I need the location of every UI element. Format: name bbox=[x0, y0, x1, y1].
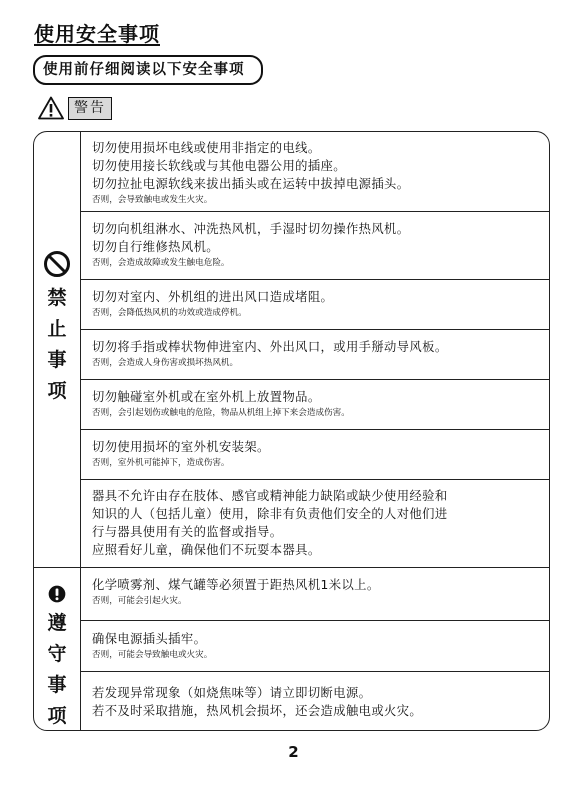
warning-header bbox=[38, 95, 112, 121]
prohibited-icon bbox=[43, 250, 71, 278]
list-item: 若发现异常现象（如烧焦味等）请立即切断电源。 若不及时采取措施，热风机会损坏，还会造成触电或火灾。 bbox=[92, 686, 423, 718]
mandatory-section-label bbox=[34, 568, 81, 731]
prohibited-label-char: 项 bbox=[47, 380, 67, 402]
subtitle-banner: 使用前仔细阅读以下安全事项 bbox=[33, 55, 263, 85]
mandatory-label-char: 事 bbox=[47, 674, 67, 696]
mandatory-label-char: 守 bbox=[47, 643, 67, 665]
prohibited-section-label bbox=[34, 132, 81, 568]
prohibited-label-char: 禁 bbox=[47, 287, 67, 309]
page-number: 2 bbox=[288, 743, 299, 761]
page-title: 使用安全事项 bbox=[34, 22, 160, 46]
list-item: 化学喷雾剂、煤气罐等必须置于距热风机1米以上。 否则，可能会引起火灾。 bbox=[81, 568, 549, 621]
list-item: 切勿将手指或棒状物伸进室内、外出风口，或用手掰动导风板。 否则，会造成人身伤害或损坏热风机。 bbox=[81, 330, 549, 380]
list-item: 确保电源插头插牢。 否则，可能会导致触电或火灾。 bbox=[81, 621, 549, 672]
safety-panel bbox=[33, 131, 550, 731]
prohibited-label-char: 事 bbox=[47, 349, 67, 371]
list-item: 器具不允许由存在肢体、感官或精神能力缺陷或缺少使用经验和 知识的人（包括儿童）使用，除非有负责他们安全的人对他们进 行与器具使用有关的监督或指导。 应照看好儿童，确保他们不玩耍本器具。 bbox=[81, 480, 549, 568]
exclamation-icon bbox=[43, 585, 71, 603]
mandatory-label-char: 项 bbox=[47, 705, 67, 727]
mandatory-label-char: 遵 bbox=[47, 612, 67, 634]
prohibited-label-char: 止 bbox=[47, 318, 67, 340]
list-item: 切勿对室内、外机组的进出风口造成堵阻。 否则，会降低热风机的功效或造成停机。 bbox=[81, 280, 549, 330]
list-item: 切勿向机组淋水、冲洗热风机，手湿时切勿操作热风机。 切勿自行维修热风机。 否则，会造成故障或发生触电危险。 bbox=[81, 212, 549, 280]
list-item: 切勿使用损坏的室外机安装架。 否则，室外机可能掉下，造成伤害。 bbox=[81, 430, 549, 480]
warning-label: 警告 bbox=[68, 97, 112, 120]
list-item: 切勿使用损坏电线或使用非指定的电线。 切勿使用接长软线或与其他电器公用的插座。 切勿拉扯电源软线来拔出插头或在运转中拔掉电源插头。 否则，会导致触电或发生火灾。 bbox=[81, 132, 549, 212]
list-item: 切勿触碰室外机或在室外机上放置物品。 否则，会引起划伤或触电的危险，物品从机组上掉下来会造成伤害。 bbox=[81, 380, 549, 430]
warning-triangle-icon bbox=[38, 96, 64, 120]
